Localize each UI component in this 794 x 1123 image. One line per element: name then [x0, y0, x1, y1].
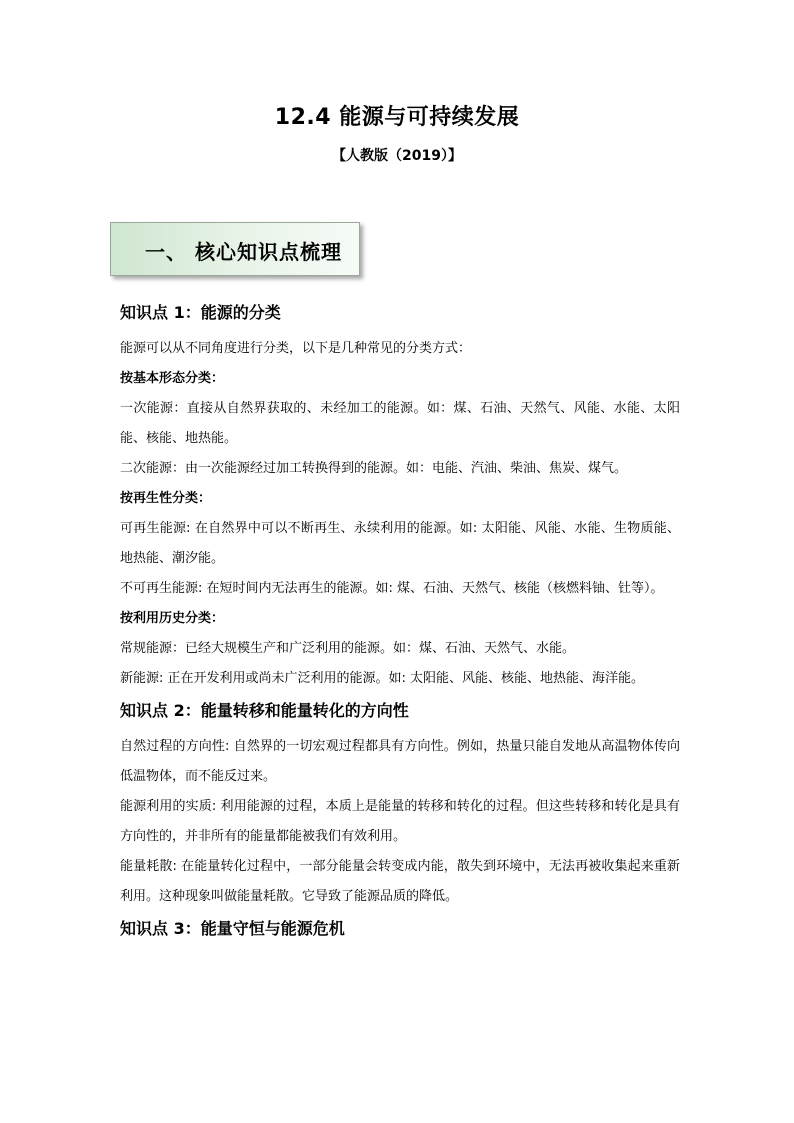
kp2-dissipation: 能量耗散: 在能量转化过程中，一部分能量会转变成内能，散失到环境中，无法再被收集起来重新利用。这种现象叫做能量耗散。它导致了能源品质的降低。	[120, 859, 680, 904]
kp2-heading: 知识点 2：能量转移和能量转化的方向性	[120, 701, 409, 720]
kp1-secondary-energy: 二次能源：由一次能源经过加工转换得到的能源。如：电能、汽油、柴油、焦炭、煤气。	[120, 461, 628, 476]
kp1-nonrenewable-energy: 不可再生能源: 在短时间内无法再生的能源。如: 煤、石油、天然气、核能（核燃料铀、钍等）。	[120, 581, 664, 596]
kp1-renew-label: 按再生性分类：	[120, 491, 212, 506]
kp1-heading: 知识点 1：能源的分类	[120, 303, 281, 322]
kp1-new-energy: 新能源: 正在开发利用或尚未广泛利用的能源。如: 太阳能、风能、核能、地热能、海洋能。	[120, 671, 645, 686]
page-title: 12.4 能源与可持续发展	[274, 105, 520, 130]
kp1-conventional-energy: 常规能源：已经大规模生产和广泛利用的能源。如：煤、石油、天然气、水能。	[120, 641, 576, 656]
kp1-primary-energy: 一次能源：直接从自然界获取的、未经加工的能源。如：煤、石油、天然气、风能、水能、太阳能、核能、地热能。	[120, 401, 680, 446]
content-body	[120, 300, 680, 950]
section-banner-label: 一、 核心知识点梳理	[145, 240, 342, 264]
kp2-essence: 能源利用的实质: 利用能源的过程，本质上是能量的转移和转化的过程。但这些转移和转化是具有方向性的，并非所有的能量都能被我们有效利用。	[120, 799, 680, 844]
kp1-renewable-energy: 可再生能源: 在自然界中可以不断再生、永续利用的能源。如: 太阳能、风能、水能、生物质能、地热能、潮汐能。	[120, 521, 680, 566]
kp1-basic-form-label: 按基本形态分类：	[120, 371, 225, 386]
page-subtitle: 【人教版（2019）】	[332, 148, 462, 164]
kp3-heading: 知识点 3：能量守恒与能源危机	[120, 919, 345, 938]
kp1-intro: 能源可以从不同角度进行分类，以下是几种常见的分类方式：	[120, 341, 472, 356]
section-banner	[110, 222, 360, 276]
kp2-direction: 自然过程的方向性: 自然界的一切宏观过程都具有方向性。例如，热量只能自发地从高温物体传向低温物体，而不能反过来。	[120, 739, 680, 784]
kp1-history-label: 按利用历史分类：	[120, 611, 225, 626]
